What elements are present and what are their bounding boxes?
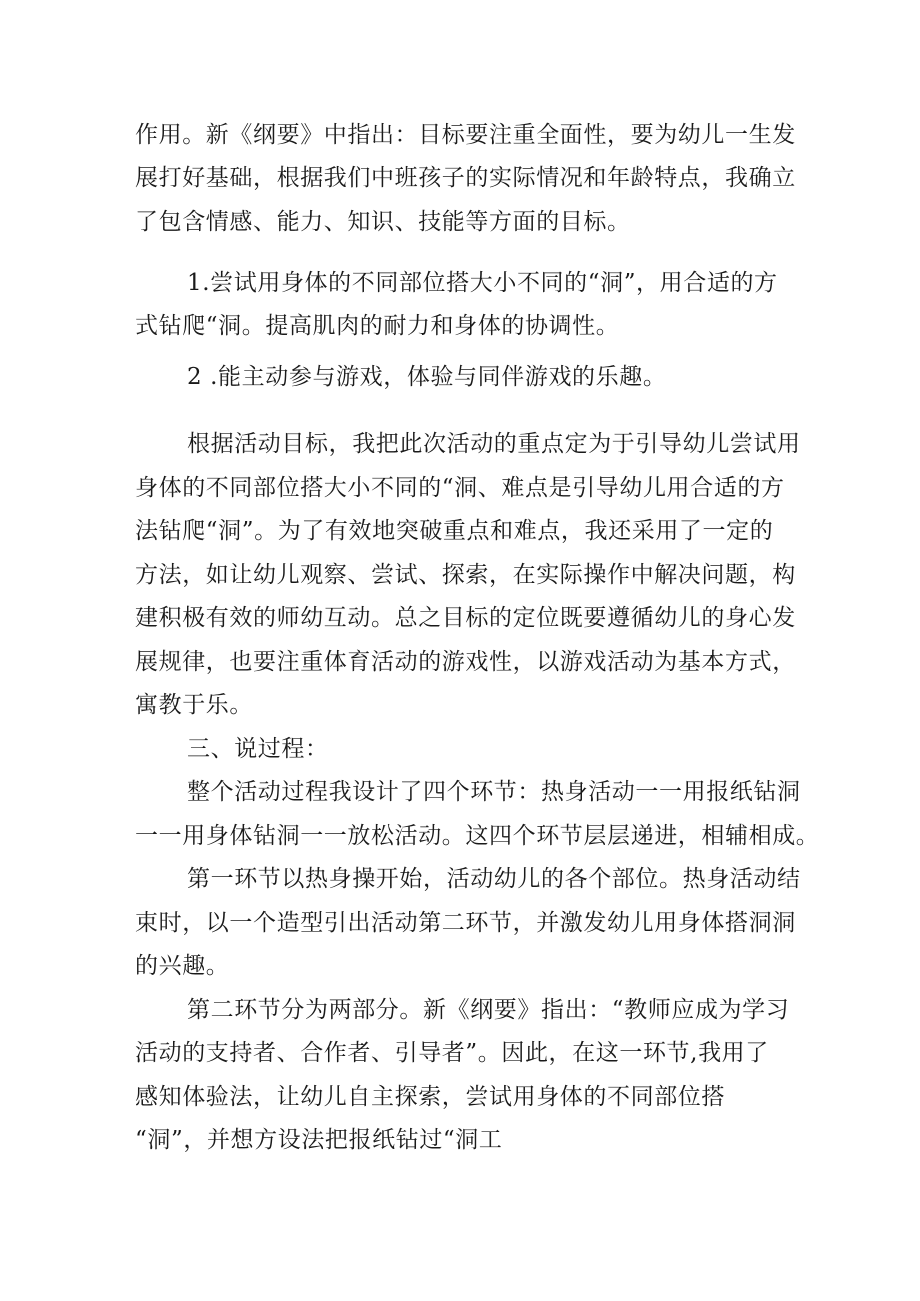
text-line: 式钻爬“洞。提高肌肉的耐力和身体的协调性。 [135, 313, 620, 339]
text-line: 2 .能主动参与游戏，体验与同伴游戏的乐趣。 [187, 364, 667, 390]
text-line: 整个活动过程我设计了四个环节：热身活动一一用报纸钻洞 [187, 779, 801, 805]
text-line: 第二环节分为两部分。新《纲要》指出：“教师应成为学习 [187, 997, 790, 1023]
text-line: 法钻爬“洞”。为了有效地突破重点和难点，我还采用了一定的 [135, 518, 774, 544]
text-line: 建积极有效的师幼互动。总之目标的定位既要遵循幼儿的身心发 [135, 605, 796, 631]
text-line: 感知体验法，让幼儿自主探索，尝试用身体的不同部位搭 [135, 1084, 725, 1110]
text-line: 展打好基础，根据我们中班孩子的实际情况和年龄特点，我确立 [135, 165, 796, 191]
text-line: 束时，以一个造型引出活动第二环节，并激发幼儿用身体搭洞洞 [135, 910, 796, 936]
text-line: 活动的支持者、合作者、引导者”。因此，在这一环节,我用了 [135, 1040, 769, 1066]
text-line: 的兴趣。 [135, 953, 230, 979]
text-line: “洞”，并想方设法把报纸钻过“洞工 [135, 1127, 503, 1153]
text-line: 展规律，也要注重体育活动的游戏性，以游戏活动为基本方式， [135, 649, 796, 675]
text-line: 作用。新《纲要》中指出：目标要注重全面性，要为幼儿一生发 [135, 122, 796, 148]
text-line: 第一环节以热身操开始，活动幼儿的各个部位。热身活动结 [187, 866, 801, 892]
text-line: 身体的不同部位搭大小不同的“洞、难点是引导幼儿用合适的方 [135, 475, 785, 501]
text-line: 了包含情感、能力、知识、技能等方面的目标。 [135, 209, 631, 235]
text-line: 根据活动目标，我把此次活动的重点定为于引导幼儿尝试用 [187, 431, 801, 457]
text-line: 方法，如让幼儿观察、尝试、探索，在实际操作中解决问题，构 [135, 562, 796, 588]
text-line: 1.尝试用身体的不同部位搭大小不同的“洞”，用合适的方 [187, 270, 778, 296]
text-line: 寓教于乐。 [135, 692, 253, 718]
section-heading: 三、说过程： [187, 736, 329, 762]
text-line: 一一用身体钻洞一一放松活动。这四个环节层层递进，相辅相成。 [135, 823, 820, 849]
